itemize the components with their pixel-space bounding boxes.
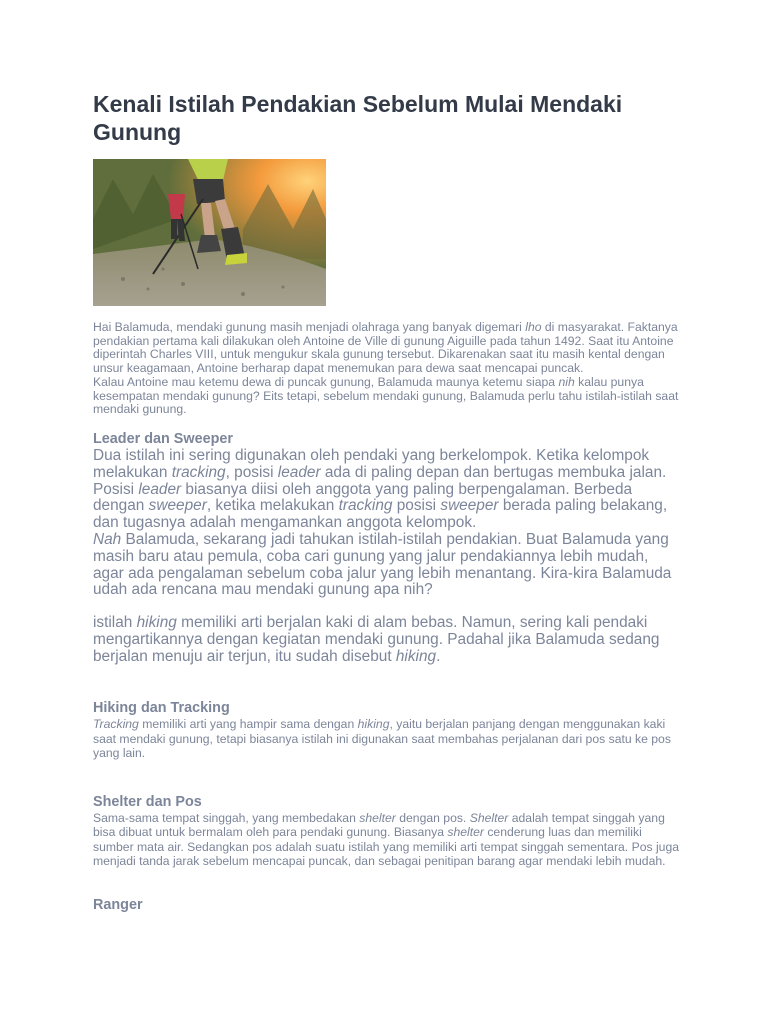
section-body-shelter-pos xyxy=(93,811,683,868)
italic-term: tracking xyxy=(338,497,393,515)
paragraph-leader-sweeper-1: Dua istilah ini sering digunakan oleh pendaki yang berkelompok. Ketika kelompok melakukan tracking, posisi leader ada di paling depan dan bertugas membuka jalan. Posisi leader biasanya diisi oleh anggota yang paling berpengalaman. Berbeda dengan sweeper, ketika melakukan tracking posisi sweeper berada paling belakang, dan tugasnya adalah mengamankan anggota kelompok. xyxy=(93,446,668,532)
section-heading-leader-sweeper: Leader dan Sweeper xyxy=(93,430,233,447)
italic-term: sweeper xyxy=(148,497,207,515)
italic-term: sweeper xyxy=(440,497,499,515)
italic-term: Tracking xyxy=(93,717,139,732)
section-heading-hiking-tracking: Hiking dan Tracking xyxy=(93,700,230,717)
italic-term: Shelter xyxy=(469,811,509,826)
article-title: Kenali Istilah Pendakian Sebelum Mulai Mendaki Gunung xyxy=(93,91,623,145)
italic-term: hiking xyxy=(136,614,177,632)
hiker-photo-icon xyxy=(93,159,326,306)
italic-term: nih xyxy=(558,374,575,389)
section-body-leader-sweeper xyxy=(93,448,683,666)
hiker-photo xyxy=(93,159,326,306)
italic-term: lho xyxy=(525,320,542,334)
document-page xyxy=(93,90,683,914)
section-body-hiking-tracking xyxy=(93,717,683,760)
italic-term: tracking xyxy=(171,463,226,481)
intro-text xyxy=(93,321,683,417)
italic-term: leader xyxy=(138,480,182,498)
italic-term: hiking xyxy=(395,647,437,665)
italic-term: leader xyxy=(277,463,321,481)
section-heading-shelter-pos: Shelter dan Pos xyxy=(93,794,202,811)
paragraph-leader-sweeper-2: Nah Balamuda, sekarang jadi tahukan istilah-istilah pendakian. Buat Balamuda yang masih baru atau pemula, coba cari gunung yang jalur pendakiannya lebih mudah, agar ada pengalaman sebelum coba jalur yang lebih menantang. Kira-kira Balamuda udah ada rencana mau mendaki gunung apa nih? xyxy=(93,530,672,599)
intro-paragraph-2: Kalau Antoine mau ketemu dewa di puncak gunung, Balamuda maunya ketemu siapa nih kalau punya kesempatan mendaki gunung? Eits tetapi, sebelum mendaki gunung, Balamuda perlu tahu istilah-istilah saat mendaki gunung. xyxy=(93,374,679,417)
italic-term: Nah xyxy=(93,530,122,548)
paragraph-hiking-tracking: Tracking memiliki arti yang hampir sama dengan hiking, yaitu berjalan panjang dengan menggunakan kaki saat mendaki gunung, tetapi biasanya istilah ini digunakan saat membahas perjalanan dari pos satu ke pos yang lain. xyxy=(93,717,671,760)
italic-term: shelter xyxy=(359,811,396,826)
italic-term: hiking xyxy=(357,717,390,732)
italic-term: shelter xyxy=(447,825,484,840)
paragraph-leader-sweeper-3: istilah hiking memiliki arti berjalan kaki di alam bebas. Namun, sering kali pendaki mengartikannya dengan kegiatan mendaki gunung. Padahal jika Balamuda sedang berjalan menuju air terjun, itu sudah disebut hiking. xyxy=(93,614,660,665)
paragraph-shelter-pos: Sama-sama tempat singgah, yang membedakan shelter dengan pos. Shelter adalah tempat singgah yang bisa dibuat untuk bermalam oleh para pendaki gunung. Biasanya shelter cenderung luas dan memiliki sumber mata air. Sedangkan pos adalah suatu istilah yang memiliki arti tempat singgah sementara. Pos juga menjadi tanda jarak sebelum mencapai puncak, dan sebagai penitipan barang agar mendaki lebih mudah. xyxy=(93,811,679,868)
section-heading-ranger: Ranger xyxy=(93,896,143,913)
intro-paragraph-1: Hai Balamuda, mendaki gunung masih menjadi olahraga yang banyak digemari lho di masyarakat. Faktanya pendakian pertama kali dilakukan oleh Antoine de Ville di gunung Aiguille pada tahun 1492. Saat itu Antoine diperintah Charles VIII, untuk mengukur skala gunung tersebut. Dikarenakan saat itu masih kental dengan unsur keagamaan, Antoine berharap dapat menemukan para dewa saat mencapai puncak. xyxy=(93,320,678,376)
